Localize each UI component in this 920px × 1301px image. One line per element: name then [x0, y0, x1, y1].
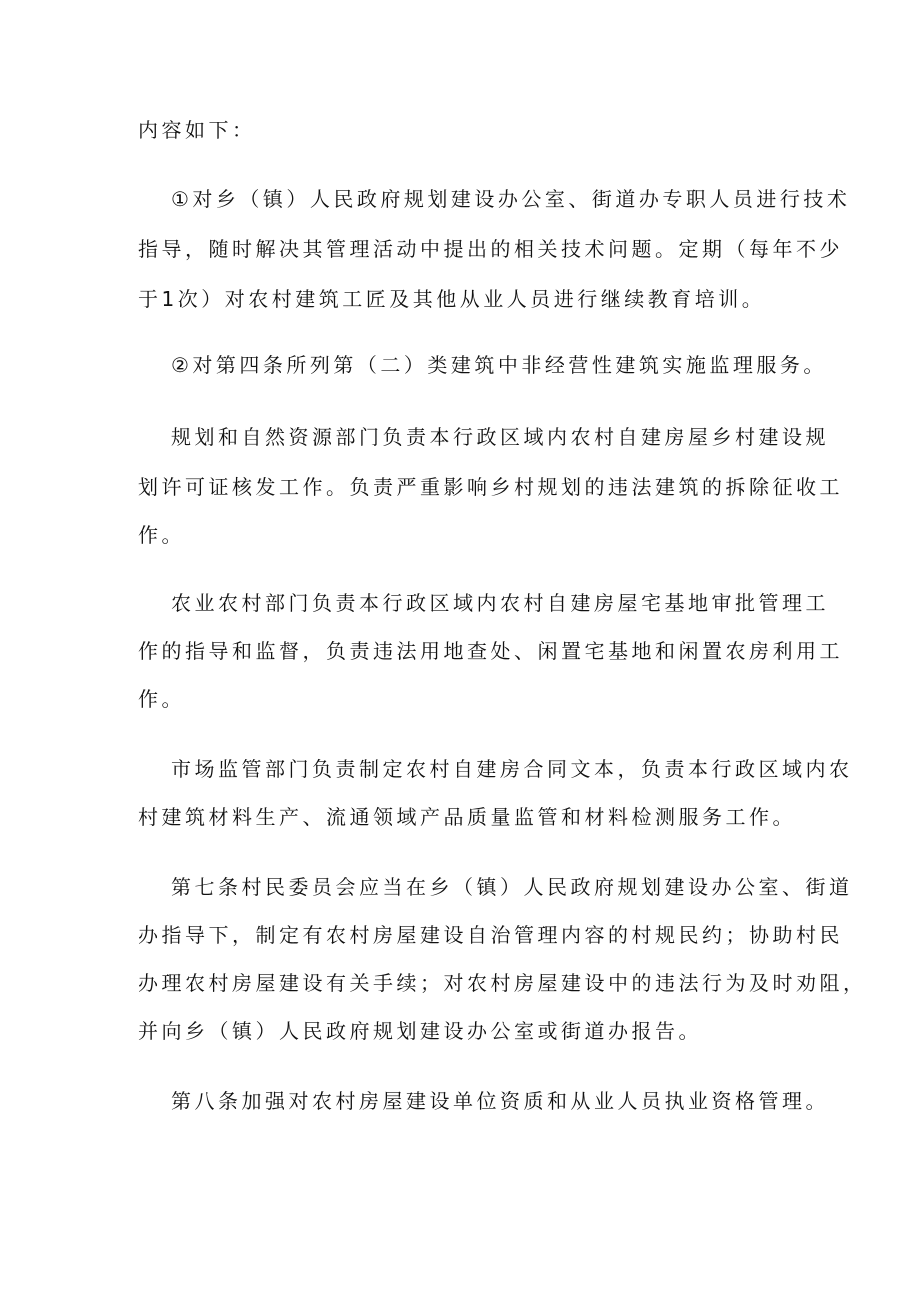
- article-7-line-3: 办理农村房屋建设有关手续；对农村房屋建设中的违法行为及时劝阻，: [138, 971, 867, 995]
- item-1-line-3: 于1次）对农村建筑工匠及其他从业人员进行继续教育培训。: [138, 287, 766, 311]
- article-7-line-2: 办指导下，制定有农村房屋建设自治管理内容的村规民约；协助村民: [138, 923, 843, 947]
- market-line-1: 市场监管部门负责制定农村自建房合同文本，负责本行政区域内农: [171, 757, 853, 781]
- agriculture-line-3: 作。: [138, 687, 185, 711]
- agriculture-line-2: 作的指导和监督，负责违法用地查处、闲置宅基地和闲置农房利用工: [138, 639, 843, 663]
- intro-line: 内容如下：: [138, 118, 256, 142]
- article-7-line-4: 并向乡（镇）人民政府规划建设办公室或街道办报告。: [138, 1019, 702, 1043]
- item-2-paragraph: ②对第四条所列第（二）类建筑中非经营性建筑实施监理服务。: [171, 353, 827, 377]
- agriculture-line-1: 农业农村部门负责本行政区域内农村自建房屋宅基地审批管理工: [171, 591, 829, 615]
- planning-line-3: 作。: [138, 523, 185, 547]
- item-1-line-2: 指导，随时解决其管理活动中提出的相关技术问题。定期（每年不少: [138, 237, 843, 261]
- article-7-line-1: 第七条村民委员会应当在乡（镇）人民政府规划建设办公室、街道: [171, 875, 853, 899]
- article-8-paragraph: 第八条加强对农村房屋建设单位资质和从业人员执业资格管理。: [171, 1089, 829, 1113]
- market-line-2: 村建筑材料生产、流通领域产品质量监管和材料检测服务工作。: [138, 805, 796, 829]
- planning-line-2: 划许可证核发工作。负责严重影响乡村规划的违法建筑的拆除征收工: [138, 475, 843, 499]
- planning-line-1: 规划和自然资源部门负责本行政区域内农村自建房屋乡村建设规: [171, 425, 829, 449]
- item-1-line-1: ①对乡（镇）人民政府规划建设办公室、街道办专职人员进行技术: [171, 187, 851, 211]
